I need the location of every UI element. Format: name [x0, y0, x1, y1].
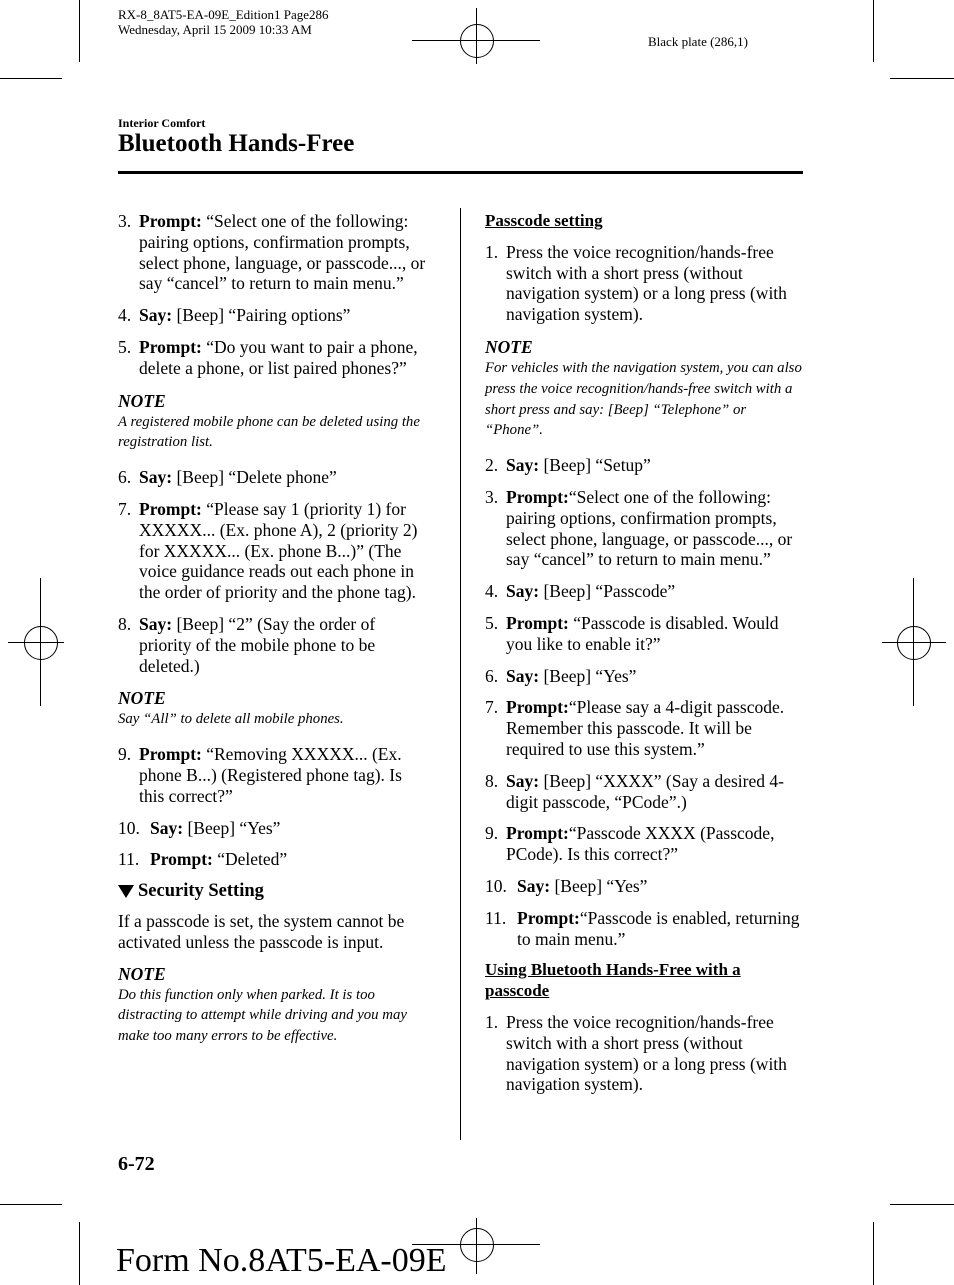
- page-title: Bluetooth Hands-Free: [118, 130, 355, 157]
- section-label: Interior Comfort: [118, 116, 206, 130]
- step-text: [139, 337, 430, 379]
- step-number: 2.: [485, 455, 499, 476]
- column-divider: [460, 208, 461, 1140]
- note-heading: NOTE: [118, 688, 166, 709]
- note-text: Say “All” to delete all mobile phones.: [118, 711, 344, 728]
- print-header-line1: RX-8_8AT5-EA-09E_Edition1 Page286: [118, 7, 329, 22]
- note-heading: NOTE: [118, 963, 166, 984]
- list-item: [485, 455, 803, 476]
- step-label: Say:: [139, 613, 173, 634]
- passcode-setting-heading: Passcode setting: [485, 211, 603, 230]
- step-number: 6.: [118, 467, 132, 488]
- step-label: Prompt:: [517, 907, 580, 928]
- step-label: Prompt:: [150, 849, 213, 870]
- security-setting-title: Security Setting: [138, 881, 264, 902]
- step-label: Prompt:: [506, 823, 569, 844]
- page-number: 6-72: [118, 1153, 155, 1175]
- step-text: [506, 581, 803, 602]
- crop-mark: [79, 0, 80, 62]
- step-text: [139, 744, 430, 806]
- list-item: [485, 487, 803, 570]
- list-item: [118, 467, 430, 488]
- step-number: 3.: [485, 486, 499, 507]
- crop-mark: [0, 1204, 62, 1205]
- step-number: 10.: [118, 817, 140, 838]
- list-item: [118, 818, 430, 839]
- list-item: [485, 876, 803, 897]
- step-number: 1.: [485, 241, 499, 262]
- crop-mark: [873, 0, 874, 62]
- print-header: [118, 7, 329, 37]
- list-item: [118, 744, 430, 806]
- step-content: [Beep] “Setup”: [539, 455, 651, 476]
- list-item: [118, 305, 430, 326]
- step-content: “Passcode is enabled, returning to main menu.”: [517, 907, 800, 949]
- step-content: [Beep] “2” (Say the order of priority of the mobile phone to be deleted.): [139, 613, 376, 676]
- triangle-bullet-icon: [118, 885, 134, 898]
- step-text: [139, 499, 430, 603]
- left-column: [118, 211, 430, 1061]
- step-label: Say:: [150, 817, 184, 838]
- security-setting-heading: [118, 881, 430, 902]
- step-text: [506, 823, 803, 865]
- step-number: 3.: [118, 211, 132, 231]
- list-item: [118, 499, 430, 603]
- step-text: [150, 818, 430, 839]
- step-label: Say:: [139, 467, 173, 488]
- step-number: 10.: [485, 875, 507, 896]
- step-text: [139, 211, 430, 294]
- step-content: [Beep] “XXXX” (Say a desired 4-digit passcode, “PCode”.): [506, 770, 784, 812]
- crop-mark: [79, 1222, 80, 1285]
- list-item: [485, 771, 803, 813]
- crop-mark: [890, 78, 954, 79]
- step-label: Say:: [506, 770, 540, 791]
- note-text: Do this function only when parked. It is too distracting to attempt while driving and you may make too many errors to be effective.: [118, 986, 407, 1045]
- crop-mark: [0, 78, 62, 79]
- using-passcode-heading: Using Bluetooth Hands-Free with a passcode: [485, 960, 741, 1001]
- step-number: 8.: [118, 613, 132, 634]
- step-label: Say:: [139, 305, 173, 326]
- step-content: [Beep] “Yes”: [183, 817, 281, 838]
- step-number: 8.: [485, 770, 499, 791]
- step-number: 11.: [118, 849, 140, 870]
- step-label: Say:: [506, 665, 540, 686]
- title-rule: [118, 171, 803, 174]
- list-item: [118, 337, 430, 379]
- step-content: “Please say 1 (priority 1) for XXXXX... (Ex. phone A), 2 (priority 2) for XXXXX... (Ex. phone B...)” (The voice guidance reads out each phone in the order of priority and the phone tag).: [139, 498, 418, 603]
- step-text: [506, 487, 803, 570]
- step-text: [139, 467, 430, 488]
- list-item: [485, 697, 803, 759]
- step-text: [506, 613, 803, 655]
- step-label: Prompt:: [506, 486, 569, 507]
- step-content: “Select one of the following: pairing options, confirmation prompts, select phone, language, or passcode..., or say “cancel” to return to main menu.”: [139, 211, 426, 294]
- step-text: [506, 1012, 803, 1095]
- list-item: [485, 666, 803, 687]
- step-content: “Select one of the following: pairing options, confirmation prompts, select phone, language, or passcode..., or say “cancel” to return to main menu.”: [506, 486, 793, 570]
- step-label: Say:: [517, 875, 551, 896]
- right-column: [485, 211, 803, 1106]
- note-text: For vehicles with the navigation system, you can also press the voice recognition/hands-free switch with a short press and say: [Beep] “Telephone” or “Phone”.: [485, 359, 802, 439]
- step-content: [Beep] “Passcode”: [539, 581, 676, 602]
- list-item: [485, 823, 803, 865]
- step-content: [Beep] “Yes”: [550, 875, 648, 896]
- step-label: Prompt:: [139, 744, 202, 765]
- step-content: “Removing XXXXX... (Ex. phone B...) (Registered phone tag). Is this correct?”: [139, 744, 402, 806]
- step-content: [Beep] “Pairing options”: [172, 305, 351, 326]
- step-number: 7.: [485, 697, 499, 718]
- step-content: [Beep] “Yes”: [539, 665, 637, 686]
- step-number: 7.: [118, 498, 132, 519]
- step-number: 9.: [485, 823, 499, 844]
- note-heading: NOTE: [118, 390, 166, 411]
- step-label: Prompt:: [506, 697, 569, 718]
- step-content: “Deleted”: [212, 849, 288, 870]
- step-content: “Passcode XXXX (Passcode, PCode). Is this correct?”: [506, 823, 775, 865]
- step-number: 4.: [485, 581, 499, 602]
- step-text: [506, 771, 803, 813]
- step-number: 6.: [485, 665, 499, 686]
- step-label: Prompt:: [139, 498, 202, 519]
- step-text: [139, 614, 430, 676]
- step-number: 1.: [485, 1011, 499, 1032]
- step-content: “Please say a 4-digit passcode. Remember this passcode. It will be required to use this system.”: [506, 697, 785, 759]
- step-number: 5.: [118, 336, 132, 357]
- step-number: 9.: [118, 744, 132, 765]
- step-label: Say:: [506, 581, 540, 602]
- step-label: Prompt:: [139, 211, 202, 231]
- step-number: 4.: [118, 305, 132, 326]
- step-text: [139, 305, 430, 326]
- step-number: 11.: [485, 907, 507, 928]
- step-content: “Do you want to pair a phone, delete a phone, or list paired phones?”: [139, 336, 418, 378]
- step-content: [Beep] “Delete phone”: [172, 467, 337, 488]
- step-text: [517, 876, 803, 897]
- step-number: 5.: [485, 612, 499, 633]
- step-content: Press the voice recognition/hands-free switch with a short press (without navigation system) or a long press (with navigation system).: [506, 1011, 787, 1095]
- form-number: Form No.8AT5-EA-09E: [116, 1242, 447, 1279]
- list-item: [118, 849, 430, 870]
- security-paragraph: If a passcode is set, the system cannot be activated unless the passcode is input.: [118, 910, 405, 952]
- step-content: “Passcode is disabled. Would you like to enable it?”: [506, 612, 779, 654]
- list-item: [485, 908, 803, 950]
- list-item: [485, 1012, 803, 1095]
- step-label: Prompt:: [506, 612, 569, 633]
- note-heading: NOTE: [485, 336, 533, 357]
- list-item: [485, 581, 803, 602]
- step-text: [506, 455, 803, 476]
- step-text: [506, 697, 803, 759]
- print-header-line2: Wednesday, April 15 2009 10:33 AM: [118, 22, 312, 37]
- step-label: Say:: [506, 455, 540, 476]
- plate-label: Black plate (286,1): [648, 34, 748, 49]
- crop-mark: [890, 1204, 954, 1205]
- note-text: A registered mobile phone can be deleted using the registration list.: [118, 413, 420, 451]
- list-item: [118, 211, 430, 294]
- list-item: [485, 242, 803, 325]
- step-text: [506, 242, 803, 325]
- step-text: [506, 666, 803, 687]
- step-label: Prompt:: [139, 336, 202, 357]
- list-item: [485, 613, 803, 655]
- step-text: [150, 849, 430, 870]
- step-content: Press the voice recognition/hands-free switch with a short press (without navigation system) or a long press (with navigation system).: [506, 241, 787, 325]
- step-text: [517, 908, 803, 950]
- crop-mark: [873, 1222, 874, 1285]
- list-item: [118, 614, 430, 676]
